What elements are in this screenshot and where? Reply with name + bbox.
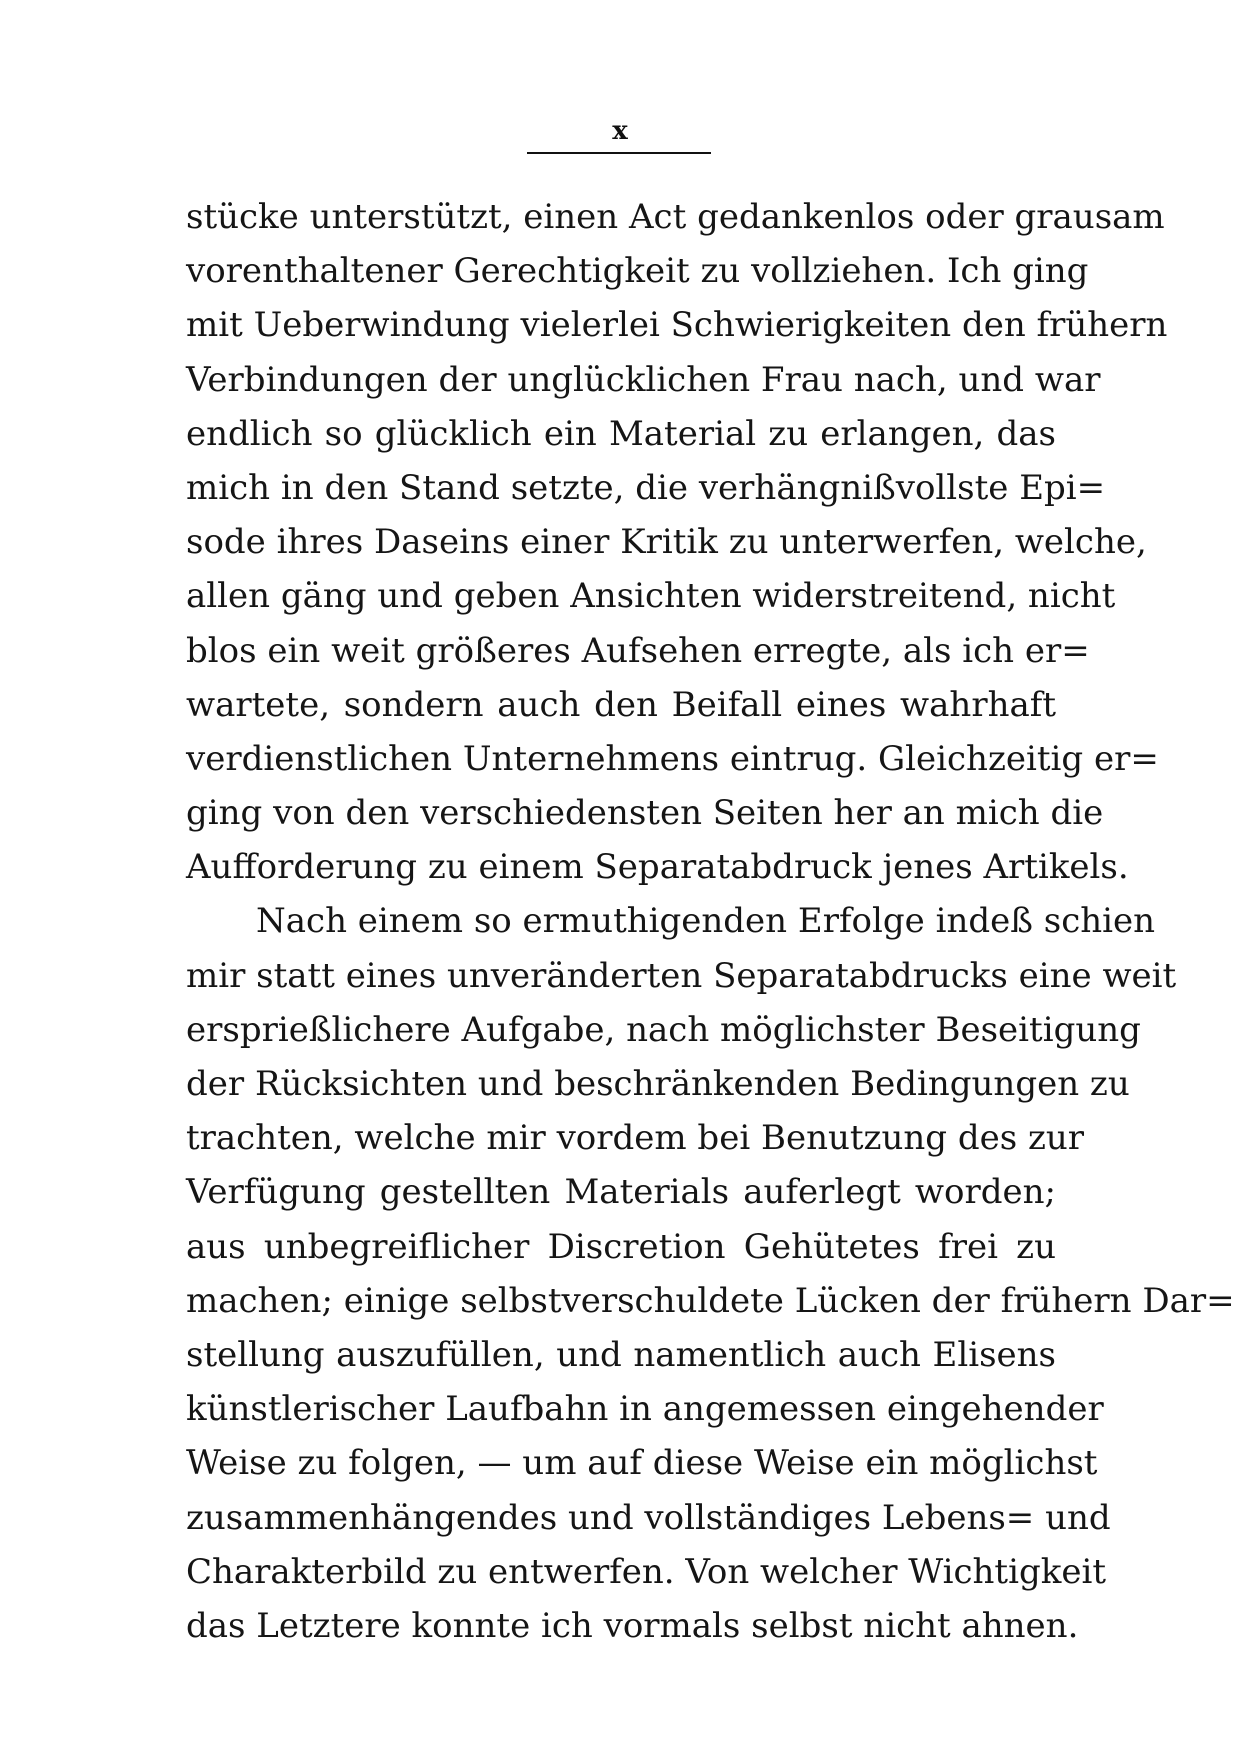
text-line: wartete, sondern auch den Beifall eines wahrhaft xyxy=(186,684,1056,725)
text-line: trachten, welche mir vordem bei Benutzung des zur xyxy=(186,1118,1085,1159)
text-line: Nach einem so ermuthigenden Erfolge indeß schien xyxy=(256,901,1156,942)
text-line: stellung auszufüllen, und namentlich auch Elisens xyxy=(186,1334,1056,1375)
text-line: endlich so glücklich ein Material zu erlangen, das xyxy=(186,413,1056,454)
text-line: Verfügung gestellten Materials auferlegt worden; xyxy=(186,1172,1056,1213)
text-line: zusammenhängendes und vollständiges Lebens= und xyxy=(186,1497,1111,1538)
text-line: mit Ueberwindung vielerlei Schwierigkeiten den frühern xyxy=(186,305,1168,346)
text-line: das Letztere konnte ich vormals selbst nicht ahnen. xyxy=(186,1605,1079,1646)
page-number: x xyxy=(612,116,629,146)
text-line: Verbindungen der unglücklichen Frau nach, und war xyxy=(186,359,1101,400)
text-line: aus unbegreiflicher Discretion Gehütetes frei zu xyxy=(186,1226,1056,1267)
text-line: Weise zu folgen, — um auf diese Weise ein möglichst xyxy=(186,1443,1098,1484)
text-line: ging von den verschiedensten Seiten her an mich die xyxy=(186,793,1104,834)
text-line: Aufforderung zu einem Separatabdruck jenes Artikels. xyxy=(186,847,1129,888)
text-line: blos ein weit größeres Aufsehen erregte, als ich er= xyxy=(186,630,1090,671)
text-line: sode ihres Daseins einer Kritik zu unterwerfen, welche, xyxy=(186,522,1147,563)
text-line: mich in den Stand setzte, die verhängnißvollste Epi= xyxy=(186,467,1106,508)
text-line: stücke unterstützt, einen Act gedankenlos oder grausam xyxy=(186,197,1165,237)
body-text xyxy=(186,190,1235,1653)
text-line: verdienstlichen Unternehmens eintrug. Gleichzeitig er= xyxy=(186,738,1159,779)
text-line: mir statt eines unveränderten Separatabdrucks eine weit xyxy=(186,955,1177,996)
text-line: machen; einige selbstverschuldete Lücken der frühern Dar= xyxy=(186,1280,1235,1321)
text-line: ersprießlichere Aufgabe, nach möglichster Beseitigung xyxy=(186,1009,1141,1050)
text-line: Charakterbild zu entwerfen. Von welcher Wichtigkeit xyxy=(186,1551,1106,1592)
text-line: vorenthaltener Gerechtigkeit zu vollziehen. Ich ging xyxy=(186,251,1089,292)
text-line: der Rücksichten und beschränkenden Bedingungen zu xyxy=(186,1064,1130,1104)
text-line: allen gäng und geben Ansichten widerstreitend, nicht xyxy=(186,576,1116,617)
header-rule xyxy=(527,152,711,154)
text-line: künstlerischer Laufbahn in angemessen eingehender xyxy=(186,1389,1104,1430)
